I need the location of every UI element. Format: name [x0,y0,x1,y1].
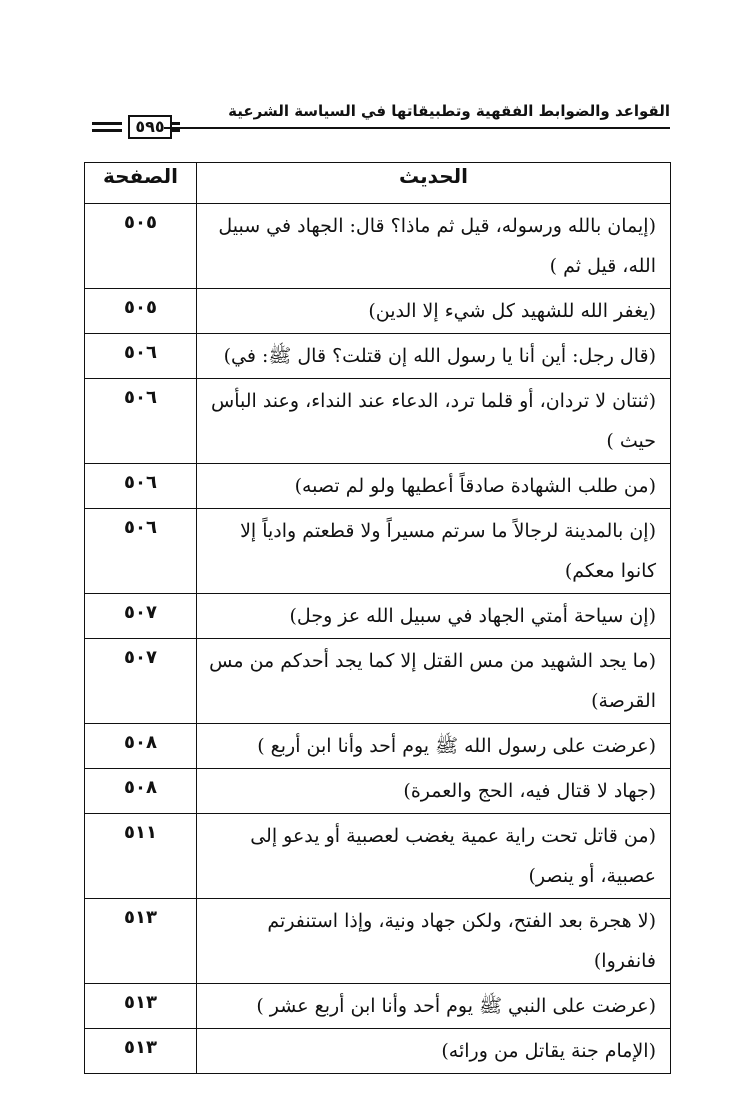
page-ref: ٥٠٧ [85,594,197,639]
hadith-text: (جهاد لا قتال فيه، الحج والعمرة) [197,769,671,814]
column-header-hadith: الحديث [197,163,671,204]
page-ref: ٥٠٥ [85,204,197,289]
table-row [85,1029,671,1074]
table-row [85,464,671,509]
hadith-text: (الإمام جنة يقاتل من ورائه) [197,1029,671,1074]
hadith-text: (ما يجد الشهيد من مس القتل إلا كما يجد أحدكم من مس القرصة) [197,639,671,724]
hadith-text: (إيمان بالله ورسوله، قيل ثم ماذا؟ قال: الجهاد في سبيل الله، قيل ثم ) [197,204,671,289]
header-rule-left [172,129,180,132]
page-ref: ٥١١ [85,814,197,899]
table-row [85,289,671,334]
table-row [85,379,671,464]
hadith-index-table [84,162,671,1074]
hadith-text: (ثنتان لا تردان، أو قلما ترد، الدعاء عند النداء، وعند البأس حيث ) [197,379,671,464]
header-rule-left [92,122,122,125]
table-row [85,334,671,379]
column-header-page: الصفحة [85,163,197,204]
table-row [85,899,671,984]
page-ref: ٥٠٨ [85,769,197,814]
page-number: ٥٩٥ [128,115,172,139]
hadith-text: (إن بالمدينة لرجالاً ما سرتم مسيراً ولا قطعتم وادياً إلا كانوا معكم) [197,509,671,594]
page-ref: ٥١٣ [85,984,197,1029]
header-rule [164,127,670,129]
page-ref: ٥٠٥ [85,289,197,334]
page-ref: ٥٠٧ [85,639,197,724]
header-rule-left [92,129,122,132]
page-ref: ٥٠٦ [85,334,197,379]
page-ref: ٥٠٦ [85,379,197,464]
page-header [92,98,670,138]
page-ref: ٥١٣ [85,1029,197,1074]
page-ref: ٥٠٨ [85,724,197,769]
table-row [85,509,671,594]
page-ref: ٥١٣ [85,899,197,984]
hadith-text: (قال رجل: أين أنا يا رسول الله إن قتلت؟ قال ﷺ: في) [197,334,671,379]
hadith-text: (إن سياحة أمتي الجهاد في سبيل الله عز وجل) [197,594,671,639]
table-row [85,769,671,814]
table-header-row [85,163,671,204]
page-ref: ٥٠٦ [85,464,197,509]
hadith-text: (يغفر الله للشهيد كل شيء إلا الدين) [197,289,671,334]
table-row [85,204,671,289]
table-row [85,984,671,1029]
hadith-text: (لا هجرة بعد الفتح، ولكن جهاد ونية، وإذا استنفرتم فانفروا) [197,899,671,984]
table-row [85,814,671,899]
table-row [85,639,671,724]
hadith-text: (من قاتل تحت راية عمية يغضب لعصبية أو يدعو إلى عصبية، أو ينصر) [197,814,671,899]
running-title: القواعد والضوابط الفقهية وتطبيقاتها في السياسة الشرعية [228,102,670,120]
table-row [85,724,671,769]
hadith-text: (من طلب الشهادة صادقاً أعطيها ولو لم تصبه) [197,464,671,509]
header-rule-left [172,122,180,125]
table-row [85,594,671,639]
hadith-text: (عرضت على النبي ﷺ يوم أحد وأنا ابن أربع عشر ) [197,984,671,1029]
hadith-text: (عرضت على رسول الله ﷺ يوم أحد وأنا ابن أربع ) [197,724,671,769]
page-ref: ٥٠٦ [85,509,197,594]
